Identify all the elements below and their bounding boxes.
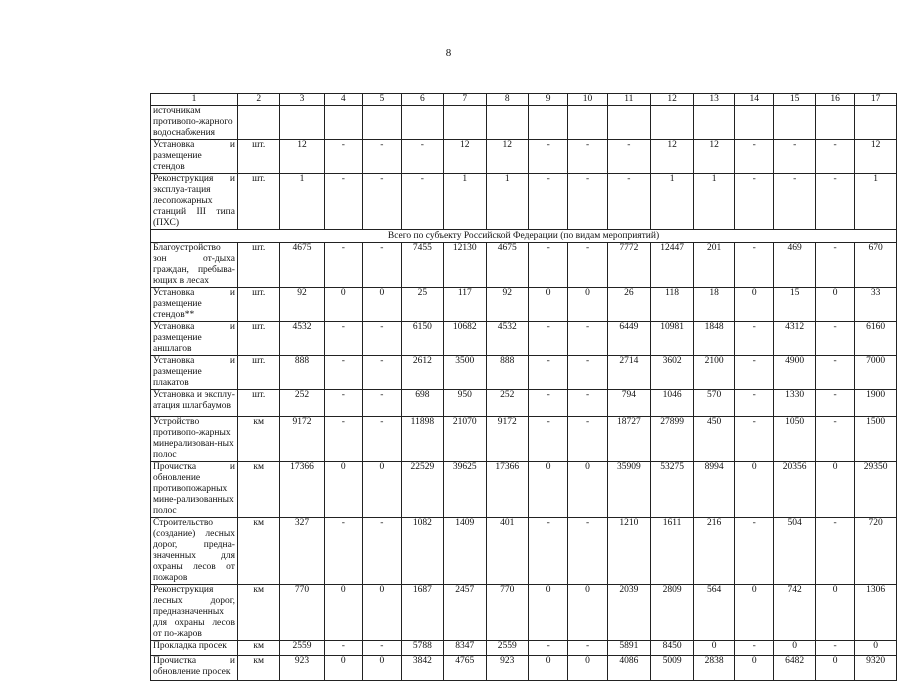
value-cell: 0 (735, 656, 774, 681)
value-cell: 29350 (855, 462, 897, 518)
value-cell: - (735, 390, 774, 417)
value-cell: 1687 (401, 585, 443, 641)
value-cell: 0 (774, 641, 816, 656)
value-cell: - (735, 518, 774, 585)
value-cell: 201 (694, 243, 735, 288)
value-cell: 92 (486, 288, 528, 322)
value-cell: 7455 (401, 243, 443, 288)
value-cell: 18727 (607, 417, 650, 462)
value-cell: 2559 (280, 641, 324, 656)
value-cell: - (528, 518, 567, 585)
value-cell: - (528, 322, 567, 356)
column-number: 5 (363, 94, 402, 106)
value-cell: 0 (855, 641, 897, 656)
value-cell: - (568, 518, 607, 585)
value-cell: 4765 (444, 656, 486, 681)
value-cell: 401 (486, 518, 528, 585)
value-cell (324, 106, 363, 140)
value-cell: 2809 (650, 585, 693, 641)
value-cell: - (528, 390, 567, 417)
value-cell: 252 (280, 390, 324, 417)
value-cell: 3602 (650, 356, 693, 390)
value-cell: 1082 (401, 518, 443, 585)
table-row (151, 243, 897, 288)
value-cell: 1 (444, 174, 486, 230)
value-cell: - (324, 641, 363, 656)
value-cell: 12 (486, 140, 528, 174)
value-cell (444, 106, 486, 140)
value-cell: - (528, 356, 567, 390)
value-cell: 12447 (650, 243, 693, 288)
column-number: 6 (401, 94, 443, 106)
table-row (151, 390, 897, 417)
measure-name: Строительство (создание) лесных дорог, предна-значенных для охраны лесов от пожаров (151, 518, 238, 585)
value-cell: 1 (486, 174, 528, 230)
value-cell: 12 (444, 140, 486, 174)
column-number: 16 (815, 94, 854, 106)
value-cell: 1050 (774, 417, 816, 462)
value-cell: 0 (568, 585, 607, 641)
value-cell: 0 (363, 288, 402, 322)
value-cell: 6449 (607, 322, 650, 356)
value-cell: 0 (568, 288, 607, 322)
value-cell: 0 (568, 656, 607, 681)
value-cell: 0 (815, 462, 854, 518)
value-cell: 12 (280, 140, 324, 174)
value-cell: 1500 (855, 417, 897, 462)
value-cell: 1848 (694, 322, 735, 356)
value-cell: 770 (486, 585, 528, 641)
value-cell: 15 (774, 288, 816, 322)
value-cell: 8450 (650, 641, 693, 656)
value-cell: - (363, 641, 402, 656)
value-cell: - (815, 356, 854, 390)
value-cell: 6482 (774, 656, 816, 681)
column-number: 10 (568, 94, 607, 106)
value-cell: - (363, 356, 402, 390)
measure-name: Прочистка и обновление просек (151, 656, 238, 681)
value-cell: 2714 (607, 356, 650, 390)
value-cell: 9320 (855, 656, 897, 681)
section-title: Всего по субъекту Российской Федерации (по видам мероприятий) (151, 230, 897, 243)
value-cell: - (735, 243, 774, 288)
value-cell: - (815, 518, 854, 585)
value-cell: 0 (815, 288, 854, 322)
value-cell: - (324, 356, 363, 390)
forest-fire-measures-table (150, 93, 897, 681)
value-cell (401, 106, 443, 140)
unit-cell: шт. (237, 390, 279, 417)
table-row (151, 417, 897, 462)
value-cell: - (528, 417, 567, 462)
measure-name: Прочистка и обновление противопожарных мине-рализованных полос (151, 462, 238, 518)
value-cell (694, 106, 735, 140)
value-cell (568, 106, 607, 140)
value-cell: 6150 (401, 322, 443, 356)
value-cell: 25 (401, 288, 443, 322)
measure-name: Установка и размещение аншлагов (151, 322, 238, 356)
value-cell: 0 (568, 462, 607, 518)
value-cell: 21070 (444, 417, 486, 462)
table-row (151, 518, 897, 585)
value-cell (607, 106, 650, 140)
value-cell: - (815, 417, 854, 462)
value-cell: - (401, 140, 443, 174)
value-cell: 9172 (486, 417, 528, 462)
value-cell: 720 (855, 518, 897, 585)
measure-name: Реконструкция лесных дорог, предназначенных для охраны лесов от по-жаров (151, 585, 238, 641)
value-cell: - (324, 174, 363, 230)
value-cell: 5788 (401, 641, 443, 656)
value-cell: - (568, 356, 607, 390)
unit-cell: шт. (237, 322, 279, 356)
value-cell: 117 (444, 288, 486, 322)
value-cell: 469 (774, 243, 816, 288)
value-cell: - (815, 140, 854, 174)
value-cell: 2612 (401, 356, 443, 390)
value-cell: - (363, 390, 402, 417)
value-cell: 742 (774, 585, 816, 641)
value-cell: 1 (280, 174, 324, 230)
value-cell: 17366 (486, 462, 528, 518)
value-cell: - (568, 417, 607, 462)
unit-cell: шт. (237, 243, 279, 288)
value-cell: 570 (694, 390, 735, 417)
value-cell (486, 106, 528, 140)
value-cell: 0 (815, 656, 854, 681)
value-cell: 0 (694, 641, 735, 656)
column-number: 2 (237, 94, 279, 106)
column-number: 3 (280, 94, 324, 106)
measure-name: Установка и эксплу-атация шлагбаумов (151, 390, 238, 417)
value-cell: 33 (855, 288, 897, 322)
value-cell: 27899 (650, 417, 693, 462)
value-cell: 0 (324, 656, 363, 681)
value-cell: - (324, 243, 363, 288)
value-cell: - (568, 641, 607, 656)
table-row (151, 585, 897, 641)
value-cell: 3500 (444, 356, 486, 390)
unit-cell: км (237, 518, 279, 585)
value-cell: 1900 (855, 390, 897, 417)
value-cell: 18 (694, 288, 735, 322)
value-cell (363, 106, 402, 140)
value-cell: - (735, 140, 774, 174)
value-cell: 12 (694, 140, 735, 174)
value-cell (855, 106, 897, 140)
value-cell: 888 (280, 356, 324, 390)
value-cell: - (568, 322, 607, 356)
value-cell: 327 (280, 518, 324, 585)
unit-cell: шт. (237, 140, 279, 174)
table-row (151, 140, 897, 174)
value-cell: 698 (401, 390, 443, 417)
value-cell: 0 (528, 462, 567, 518)
value-cell: - (363, 174, 402, 230)
unit-cell: шт. (237, 288, 279, 322)
value-cell: - (324, 390, 363, 417)
value-cell (774, 106, 816, 140)
table-row (151, 322, 897, 356)
value-cell: 8994 (694, 462, 735, 518)
value-cell: 4900 (774, 356, 816, 390)
column-number: 17 (855, 94, 897, 106)
column-number: 13 (694, 94, 735, 106)
table-row (151, 656, 897, 681)
column-number: 7 (444, 94, 486, 106)
value-cell: 12130 (444, 243, 486, 288)
value-cell: 1306 (855, 585, 897, 641)
value-cell: 6160 (855, 322, 897, 356)
value-cell: 216 (694, 518, 735, 585)
measure-name: Прокладка просек (151, 641, 238, 656)
column-number: 14 (735, 94, 774, 106)
value-cell: 564 (694, 585, 735, 641)
section-header-row (151, 230, 897, 243)
value-cell: 0 (363, 462, 402, 518)
value-cell: 0 (735, 585, 774, 641)
value-cell: 923 (486, 656, 528, 681)
table-row (151, 174, 897, 230)
measure-name: Устройство противопо-жарных минерализован-ных полос (151, 417, 238, 462)
value-cell: 118 (650, 288, 693, 322)
value-cell: 794 (607, 390, 650, 417)
value-cell: - (528, 243, 567, 288)
table-row (151, 356, 897, 390)
value-cell: 1409 (444, 518, 486, 585)
value-cell: 35909 (607, 462, 650, 518)
unit-cell: шт. (237, 356, 279, 390)
value-cell: 0 (324, 288, 363, 322)
column-number: 11 (607, 94, 650, 106)
value-cell: - (363, 243, 402, 288)
value-cell: - (815, 390, 854, 417)
value-cell: - (568, 390, 607, 417)
value-cell: 12 (855, 140, 897, 174)
value-cell: 5891 (607, 641, 650, 656)
value-cell: - (528, 641, 567, 656)
value-cell: - (774, 140, 816, 174)
value-cell: 1210 (607, 518, 650, 585)
unit-cell: км (237, 641, 279, 656)
value-cell: 4532 (486, 322, 528, 356)
value-cell: 39625 (444, 462, 486, 518)
unit-cell: км (237, 656, 279, 681)
unit-cell: км (237, 417, 279, 462)
value-cell: 2457 (444, 585, 486, 641)
value-cell: - (568, 140, 607, 174)
value-cell: - (324, 518, 363, 585)
column-number: 15 (774, 94, 816, 106)
table-row (151, 462, 897, 518)
value-cell: 1611 (650, 518, 693, 585)
value-cell (735, 106, 774, 140)
value-cell: 2100 (694, 356, 735, 390)
value-cell: 950 (444, 390, 486, 417)
value-cell: 504 (774, 518, 816, 585)
page-number: 8 (445, 47, 452, 59)
column-number: 8 (486, 94, 528, 106)
value-cell: - (568, 174, 607, 230)
value-cell (650, 106, 693, 140)
value-cell: - (401, 174, 443, 230)
value-cell: 5009 (650, 656, 693, 681)
unit-cell: шт. (237, 174, 279, 230)
table-row (151, 288, 897, 322)
value-cell: 7000 (855, 356, 897, 390)
value-cell: 12 (650, 140, 693, 174)
value-cell (280, 106, 324, 140)
value-cell: 4086 (607, 656, 650, 681)
value-cell: - (735, 356, 774, 390)
value-cell: 923 (280, 656, 324, 681)
value-cell: 0 (363, 585, 402, 641)
value-cell: - (774, 174, 816, 230)
value-cell: - (815, 322, 854, 356)
column-number: 4 (324, 94, 363, 106)
value-cell: 0 (735, 288, 774, 322)
value-cell: 0 (815, 585, 854, 641)
value-cell: 252 (486, 390, 528, 417)
value-cell: 4675 (280, 243, 324, 288)
measure-name: Установка и размещение стендов (151, 140, 238, 174)
value-cell: 770 (280, 585, 324, 641)
value-cell: - (568, 243, 607, 288)
value-cell: 7772 (607, 243, 650, 288)
value-cell: 1046 (650, 390, 693, 417)
value-cell: 3842 (401, 656, 443, 681)
value-cell: 888 (486, 356, 528, 390)
value-cell: - (735, 322, 774, 356)
value-cell: 0 (528, 656, 567, 681)
value-cell: 2559 (486, 641, 528, 656)
unit-cell: км (237, 462, 279, 518)
value-cell: 10682 (444, 322, 486, 356)
value-cell: - (363, 417, 402, 462)
table-row (151, 641, 897, 656)
value-cell: 1 (694, 174, 735, 230)
value-cell: - (528, 140, 567, 174)
value-cell: - (607, 174, 650, 230)
value-cell: 0 (735, 462, 774, 518)
value-cell: 11898 (401, 417, 443, 462)
value-cell: 1 (650, 174, 693, 230)
value-cell: - (735, 417, 774, 462)
value-cell: - (815, 243, 854, 288)
value-cell: 9172 (280, 417, 324, 462)
value-cell: 10981 (650, 322, 693, 356)
value-cell (815, 106, 854, 140)
value-cell: - (363, 140, 402, 174)
value-cell: 1 (855, 174, 897, 230)
value-cell: - (735, 641, 774, 656)
value-cell: 0 (528, 288, 567, 322)
measure-name: Установка и размещение стендов** (151, 288, 238, 322)
value-cell: - (815, 174, 854, 230)
value-cell: 4312 (774, 322, 816, 356)
value-cell: - (735, 174, 774, 230)
measure-name: Установка и размещение плакатов (151, 356, 238, 390)
value-cell: 92 (280, 288, 324, 322)
value-cell: 2039 (607, 585, 650, 641)
value-cell: 0 (528, 585, 567, 641)
value-cell: 26 (607, 288, 650, 322)
value-cell: 0 (324, 585, 363, 641)
unit-cell (237, 106, 279, 140)
value-cell: 2838 (694, 656, 735, 681)
value-cell: - (815, 641, 854, 656)
value-cell: - (324, 140, 363, 174)
value-cell: - (607, 140, 650, 174)
column-number: 9 (528, 94, 567, 106)
value-cell: 8347 (444, 641, 486, 656)
value-cell (528, 106, 567, 140)
value-cell: 4532 (280, 322, 324, 356)
value-cell: - (363, 322, 402, 356)
measure-name: Благоустройство зон от-дыха граждан, пребыва-ющих в лесах (151, 243, 238, 288)
value-cell: 4675 (486, 243, 528, 288)
value-cell: 17366 (280, 462, 324, 518)
measure-name: источникам противопо-жарного водоснабжения (151, 106, 238, 140)
value-cell: - (324, 417, 363, 462)
unit-cell: км (237, 585, 279, 641)
value-cell: 20356 (774, 462, 816, 518)
value-cell: 53275 (650, 462, 693, 518)
value-cell: 450 (694, 417, 735, 462)
value-cell: - (528, 174, 567, 230)
value-cell: 22529 (401, 462, 443, 518)
measure-name: Реконструкция и эксплуа-тация лесопожарных станций III типа (ПХС) (151, 174, 238, 230)
value-cell: 0 (363, 656, 402, 681)
column-number: 1 (151, 94, 238, 106)
value-cell: - (324, 322, 363, 356)
value-cell: 1330 (774, 390, 816, 417)
value-cell: 670 (855, 243, 897, 288)
value-cell: - (363, 518, 402, 585)
column-number-row (151, 94, 897, 106)
column-number: 12 (650, 94, 693, 106)
value-cell: 0 (324, 462, 363, 518)
table-row (151, 106, 897, 140)
